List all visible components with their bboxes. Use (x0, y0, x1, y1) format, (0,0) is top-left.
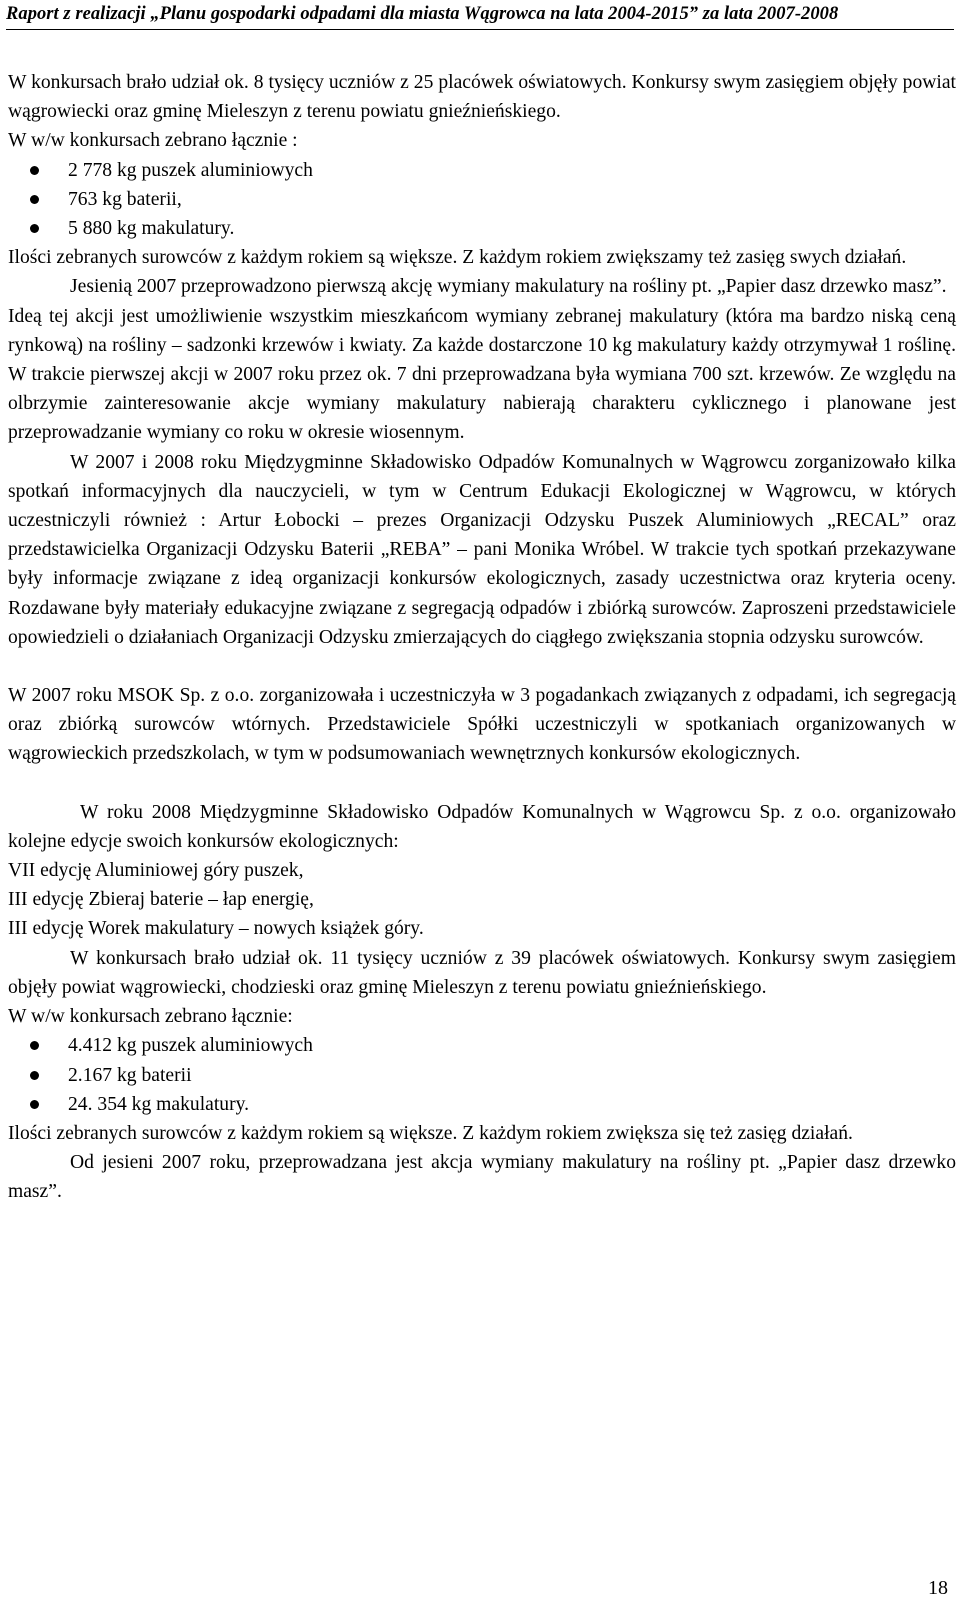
bullet-icon (30, 1071, 39, 1080)
bullet-list (8, 156, 956, 244)
list-item: 763 kg baterii, (8, 185, 956, 214)
paragraph: Ideą tej akcji jest umożliwienie wszystkim mieszkańcom wymiany zebranej makulatury (która ma bardzo niską ceną rynkową) na rośliny – sadzonki krzewów i kwiaty. Za każde dostarczone 10 kg makulatury każdy otrzymywał 1 roślinę. W trakcie pierwszej akcji w 2007 roku przez ok. 7 dni przeprowadzana była wymiana 700 szt. krzewów. Ze względu na olbrzymie zainteresowanie akcje wymiany makulatury nabierają charakteru cyklicznego i planowane jest przeprowadzanie wymiany co roku w okresie wiosennym. (8, 305, 956, 444)
bullet-icon (30, 1041, 39, 1050)
paragraph: W 2007 roku MSOK Sp. z o.o. zorganizowała i uczestniczyła w 3 pogadankach związanych z odpadami, ich segregacją oraz zbiórką surowców wtórnych. Przedstawiciele Spółki uczestniczyli w spotkaniach organizowanych w wągrowieckich przedszkolach, w tym w podsumowaniach wewnętrznych konkursów ekologicznych. (8, 685, 956, 765)
bullet-icon (30, 195, 39, 204)
spacer (8, 769, 956, 798)
list-item: 5 880 kg makulatury. (8, 214, 956, 243)
paragraph: Od jesieni 2007 roku, przeprowadzana jest akcja wymiany makulatury na rośliny pt. „Papier dasz drzewko masz”. (8, 1152, 956, 1203)
paragraph: W konkursach brało udział ok. 8 tysięcy uczniów z 25 placówek oświatowych. Konkursy swym zasięgiem objęły powiat wągrowiecki oraz gminę Mieleszyn z terenu powiatu gnieźnieńskiego. (8, 72, 956, 123)
paragraph: W w/w konkursach zebrano łącznie: (8, 1006, 293, 1028)
page-number: 18 (928, 1577, 948, 1599)
paragraph: W w/w konkursach zebrano łącznie : (8, 130, 298, 152)
edition-line: III edycję Worek makulatury – nowych książek góry. (8, 918, 424, 940)
bullet-list (8, 1031, 956, 1119)
list-item: 24. 354 kg makulatury. (8, 1090, 956, 1119)
paragraph: W 2007 i 2008 roku Międzygminne Składowisko Odpadów Komunalnych w Wągrowcu zorganizowało kilka spotkań informacyjnych dla nauczycieli, w tym w Centrum Edukacji Ekologicznej w Wągrowcu, w których uczestniczyli również : Artur Łobocki – prezes Organizacji Odzysku Puszek Aluminiowych „RECAL” oraz przedstawicielka Organizacji Odzysku Baterii „REBA” – pani Monika Wróbel. W trakcie tych spotkań przekazywane były informacje związane z ideą organizacji konkursów ekologicznych, zasady uczestnictwa oraz kryteria oceny. Rozdawane były materiały edukacyjne związane z segregacją odpadów i zbiórką surowców. Zaproszeni przedstawiciele opowiedzieli o działaniach Organizacji Odzysku zmierzających do ciągłego zwiększania stopnia odzysku surowców. (8, 451, 956, 648)
edition-line: III edycję Zbieraj baterie – łap energię, (8, 889, 314, 911)
edition-line: VII edycję Aluminiowej góry puszek, (8, 860, 304, 882)
paragraph: Ilości zebranych surowców z każdym rokiem są większe. Z każdym rokiem zwiększa się też zasięg działań. (8, 1122, 853, 1144)
running-header: Raport z realizacji „Planu gospodarki odpadami dla miasta Wągrowca na lata 2004-2015” za lata 2007-2008 (6, 4, 839, 24)
paragraph: Ilości zebranych surowców z każdym rokiem są większe. Z każdym rokiem zwiększamy też zasięg swych działań. (8, 247, 907, 269)
paragraph: Jesienią 2007 przeprowadzono pierwszą akcję wymiany makulatury na rośliny pt. „Papier dasz drzewko masz”. (70, 276, 947, 298)
paragraph: W konkursach brało udział ok. 11 tysięcy uczniów z 39 placówek oświatowych. Konkursy swym zasięgiem objęły powiat wągrowiecki, chodzieski oraz gminę Mieleszyn z terenu powiatu gnieźnieńskiego. (8, 947, 956, 998)
list-item: 4.412 kg puszek aluminiowych (8, 1031, 956, 1060)
list-item: 2.167 kg baterii (8, 1061, 956, 1090)
bullet-icon (30, 1100, 39, 1109)
bullet-icon (30, 166, 39, 175)
document-body (8, 68, 956, 1207)
spacer (8, 652, 956, 681)
bullet-icon (30, 224, 39, 233)
header-divider (6, 29, 954, 30)
list-item: 2 778 kg puszek aluminiowych (8, 156, 956, 185)
paragraph: W roku 2008 Międzygminne Składowisko Odpadów Komunalnych w Wągrowcu Sp. z o.o. organizowało kolejne edycje swoich konkursów ekologicznych: (8, 801, 956, 852)
